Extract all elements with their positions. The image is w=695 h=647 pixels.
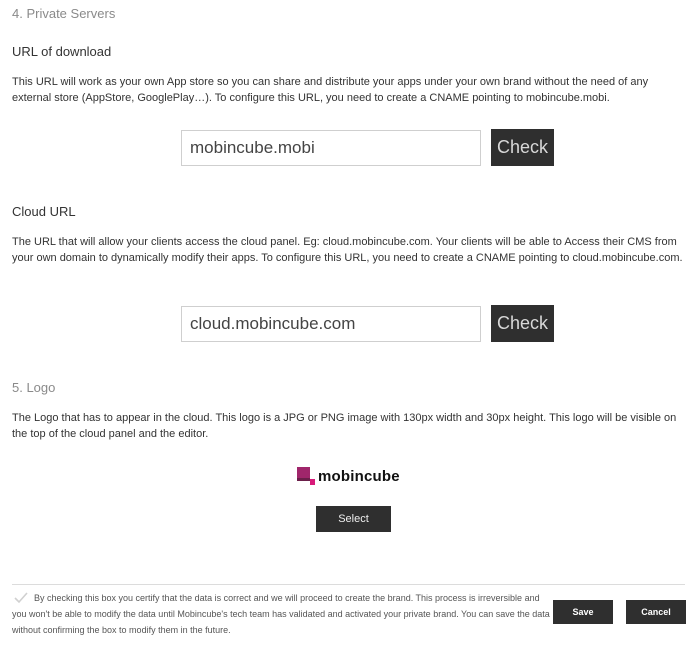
save-button[interactable]: Save — [553, 600, 613, 624]
cloud-url-check-button[interactable]: Check — [491, 305, 554, 342]
download-url-check-button[interactable]: Check — [491, 129, 554, 166]
cloud-url-description: The URL that will allow your clients access the cloud panel. Eg: cloud.mobincube.com. Your clients will be able to Access their CMS from your own domain to dynamically modify their apps. To configure this URL, you need to create a CNAME pointing to cloud.mobincube.com. — [12, 236, 683, 264]
mobincube-logo-mark-icon — [297, 467, 317, 487]
logo-heading: 5. Logo — [12, 380, 56, 395]
cloud-url-title: Cloud URL — [12, 204, 76, 219]
checkmark-icon — [15, 593, 27, 602]
download-url-title: URL of download — [12, 44, 112, 59]
footer-divider — [12, 584, 685, 585]
download-url-description: This URL will work as your own App store so you can share and distribute your apps under your own brand without the need of any external store (AppStore, GooglePlay…). To configure this URL, you need to create a CNAME pointing to mobincube.mobi. — [12, 76, 649, 104]
logo-wordmark: mobincube — [318, 468, 400, 485]
confirm-checkbox[interactable] — [13, 590, 29, 606]
logo-description: The Logo that has to appear in the cloud. This logo is a JPG or PNG image with 130px width and 30px height. This logo will be visible on the top of the cloud panel and the editor. — [12, 412, 677, 440]
confirm-text: By checking this box you certify that the data is correct and we will proceed to create the brand. This process is irreversible and you won't be able to modify the data until Mobincube's tech team has validated and activated your private brand. You can save the data without confirming the box to modify them in the future. — [12, 593, 550, 635]
cloud-url-input[interactable] — [181, 306, 481, 342]
logo-select-button[interactable]: Select — [316, 506, 391, 532]
private-servers-heading: 4. Private Servers — [12, 6, 116, 21]
cancel-button[interactable]: Cancel — [626, 600, 686, 624]
download-url-input[interactable] — [181, 130, 481, 166]
logo-preview — [297, 467, 400, 489]
